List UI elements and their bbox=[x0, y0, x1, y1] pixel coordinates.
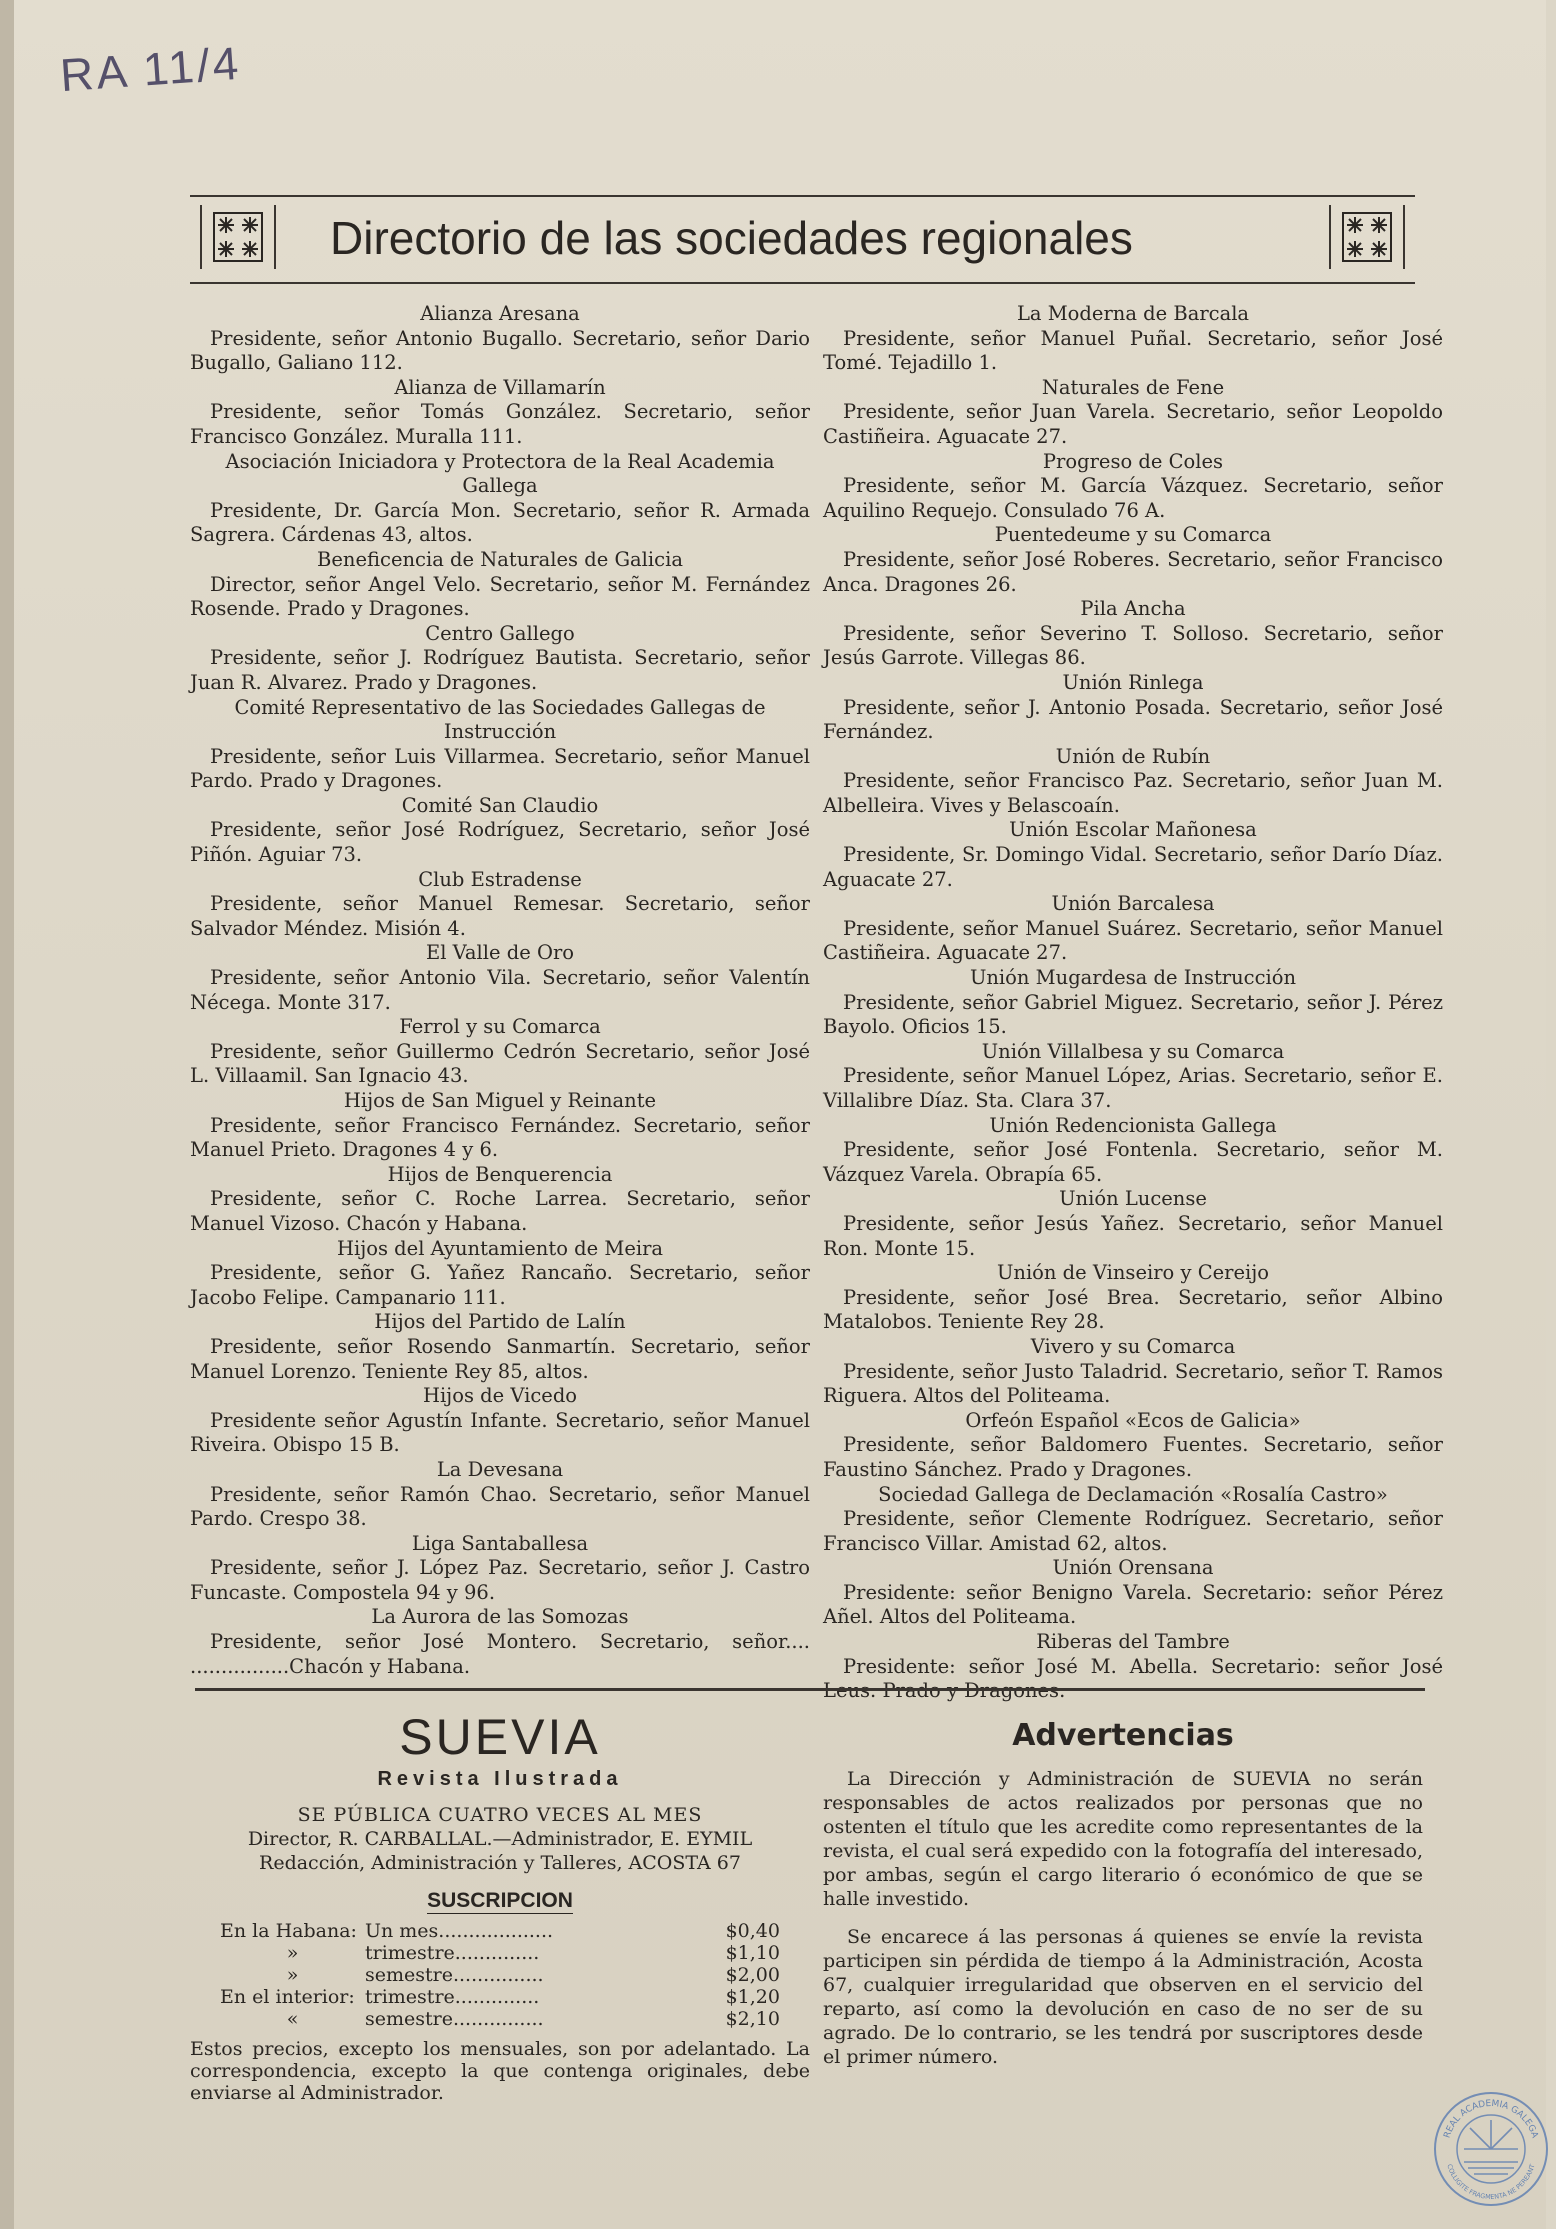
page-edge bbox=[0, 0, 14, 2229]
society-name: Unión Lucense bbox=[1059, 1187, 1207, 1211]
society-name: La Moderna de Barcala bbox=[1016, 302, 1250, 325]
price-place: » bbox=[286, 1964, 299, 1986]
price-place: » bbox=[286, 1942, 299, 1964]
price-table bbox=[220, 1920, 780, 2030]
society-entry bbox=[190, 1384, 810, 1458]
society-officers: Presidente, señor Clemente Rodríguez. Secretario, señor Francisco Villar. Amistad 62, altos. bbox=[823, 1507, 1443, 1555]
society-officers: Presidente señor Agustín Infante. Secretario, señor Manuel Riveira. Obispo 15 B. bbox=[190, 1408, 810, 1457]
society-officers: Presidente, señor José Roberes. Secretario, señor Francisco Anca. Dragones 26. bbox=[823, 547, 1443, 596]
society-officers: Presidente, señor José Rodríguez, Secretario, señor José Piñón. Aguiar 73. bbox=[190, 818, 810, 867]
price-row bbox=[220, 1920, 780, 1942]
society-name: Unión Orensana bbox=[1052, 1556, 1214, 1580]
society-entry bbox=[190, 376, 810, 450]
society-officers: Presidente, señor Guillermo Cedrón Secretario, señor José L. Villaamil. San Ignacio 43. bbox=[190, 1039, 810, 1088]
handwritten-annotation: RA 11/4 bbox=[58, 36, 243, 102]
society-name: El Valle de Oro bbox=[425, 941, 575, 965]
society-name: Orfeón Español «Ecos de Galicia» bbox=[965, 1408, 1301, 1432]
society-officers: Presidente, señor M. García Vázquez. Secretario, señor Aquilino Requejo. Consulado 76 A. bbox=[823, 474, 1443, 522]
directory-header bbox=[190, 195, 1415, 284]
advertencias-paragraph: Se encarece á las personas á quienes se envíe la revista participen sin pérdida de tiempo á la Administración, Acosta 67, cualquier irregularidad que observen en el servicio del reparto, así como la devolución en caso de no ser de su agrado. De lo contrario, se les tendrá por suscriptores desde el primer número. bbox=[823, 1926, 1423, 2068]
society-officers: Presidente, señor J. Antonio Posada. Secretario, señor José Fernández. bbox=[823, 695, 1443, 744]
society-entry bbox=[190, 622, 810, 696]
society-officers: Presidente, señor J. Rodríguez Bautista. Secretario, señor Juan R. Alvarez. Prado y Dragones. bbox=[190, 646, 810, 694]
price-row bbox=[220, 1964, 780, 1986]
magazine-title: SUEVIA bbox=[399, 1709, 601, 1765]
stamp-text: REAL ACADEMIA GALEGA bbox=[1442, 2098, 1540, 2140]
price-period: semestre............... bbox=[365, 2008, 544, 2030]
society-entry bbox=[190, 1089, 810, 1163]
society-entry bbox=[823, 1187, 1443, 1261]
society-entry bbox=[190, 302, 810, 376]
price-period: semestre............... bbox=[365, 1964, 544, 1986]
society-name: Unión Rinlega bbox=[1062, 670, 1204, 694]
society-officers: Presidente, señor José Montero. Secretario, señor.... ................Chacón y Habana. bbox=[190, 1630, 810, 1678]
society-officers: Presidente, señor Francisco Paz. Secretario, señor Juan M. Albelleira. Vives y Belascoaín. bbox=[823, 769, 1443, 817]
society-name: Liga Santaballesa bbox=[411, 1531, 589, 1555]
society-entry bbox=[823, 450, 1443, 524]
society-entry bbox=[823, 597, 1443, 671]
society-officers: Presidente, señor Ramón Chao. Secretario, señor Manuel Pardo. Crespo 38. bbox=[190, 1482, 810, 1531]
price-amount: $2,00 bbox=[725, 1964, 780, 1986]
society-name: Hijos del Partido de Lalín bbox=[374, 1310, 626, 1334]
society-officers: Presidente, señor Severino T. Solloso. Secretario, señor Jesús Garrote. Villegas 86. bbox=[823, 621, 1443, 670]
advertencias-title: Advertencias bbox=[1012, 1718, 1234, 1753]
magazine-subtitle: Revista Ilustrada bbox=[377, 1768, 623, 1790]
page-title: Directorio de las sociedades regionales bbox=[330, 212, 1133, 264]
society-officers: Presidente, señor José Fontenla. Secretario, señor M. Vázquez Varela. Obrapía 65. bbox=[823, 1138, 1443, 1186]
society-name: Unión Villalbesa y su Comarca bbox=[981, 1039, 1285, 1063]
society-entry bbox=[190, 450, 810, 548]
society-name: Unión Mugardesa de Instrucción bbox=[969, 966, 1297, 990]
society-name: Hijos de Benquerencia bbox=[387, 1162, 613, 1186]
society-entry bbox=[190, 1310, 810, 1384]
society-entry bbox=[823, 1630, 1443, 1704]
society-officers: Presidente, señor Manuel Puñal. Secretario, señor José Tomé. Tejadillo 1. bbox=[823, 326, 1443, 375]
publication-frequency: SE PÚBLICA CUATRO VECES AL MES bbox=[297, 1804, 703, 1826]
society-entry bbox=[190, 794, 810, 868]
society-name: Hijos del Ayuntamiento de Meira bbox=[336, 1236, 664, 1260]
society-officers: Presidente, señor Tomás González. Secretario, señor Francisco González. Muralla 111. bbox=[190, 400, 810, 448]
society-entry bbox=[190, 1532, 810, 1606]
society-entry bbox=[190, 696, 810, 794]
society-entry bbox=[823, 376, 1443, 450]
price-period: Un mes................... bbox=[365, 1920, 554, 1942]
society-entry bbox=[823, 1114, 1443, 1188]
society-officers: Presidente, señor Baldomero Fuentes. Secretario, señor Faustino Sánchez. Prado y Dragones. bbox=[823, 1433, 1443, 1481]
society-name: Unión de Rubín bbox=[1055, 744, 1211, 768]
society-entry bbox=[823, 671, 1443, 745]
price-amount: $0,40 bbox=[725, 1920, 780, 1942]
society-officers: Presidente: señor José M. Abella. Secretario: señor José Leus. Prado y Dragones. bbox=[823, 1654, 1443, 1703]
society-officers: Presidente, señor Jesús Yañez. Secretario, señor Manuel Ron. Monte 15. bbox=[823, 1211, 1443, 1260]
society-name: Hijos de Vicedo bbox=[422, 1384, 578, 1408]
academy-stamp bbox=[1432, 2090, 1550, 2208]
price-amount: $1,10 bbox=[725, 1942, 780, 1964]
advertencias-section bbox=[823, 1700, 1423, 2069]
society-name: Beneficencia de Naturales de Galicia bbox=[317, 547, 683, 571]
society-entry bbox=[190, 941, 810, 1015]
society-entry bbox=[190, 1163, 810, 1237]
society-name: Comité Representativo de las Sociedades Gallegas de Instrucción bbox=[234, 695, 766, 744]
price-place: En la Habana: bbox=[220, 1920, 357, 1942]
price-place: En el interior: bbox=[220, 1986, 355, 2008]
society-officers: Presidente, señor Francisco Fernández. Secretario, señor Manuel Prieto. Dragones 4 y 6. bbox=[190, 1113, 810, 1162]
society-entry bbox=[823, 1335, 1443, 1409]
society-name: Puentedeume y su Comarca bbox=[994, 523, 1272, 547]
stamp-motto: COLLIGITE FRAGMENTA NE PEREANT bbox=[1445, 2163, 1537, 2202]
society-officers: Presidente, señor Rosendo Sanmartín. Secretario, señor Manuel Lorenzo. Teniente Rey 85, altos. bbox=[190, 1334, 810, 1383]
price-amount: $1,20 bbox=[725, 1986, 780, 2008]
price-row bbox=[220, 1986, 780, 2008]
address-line: Redacción, Administración y Talleres, ACOSTA 67 bbox=[259, 1852, 741, 1874]
society-name: Centro Gallego bbox=[425, 621, 575, 645]
society-entry bbox=[190, 1015, 810, 1089]
society-officers: Presidente, señor Manuel López, Arias. Secretario, señor E. Villalibre Díaz. Sta. Clara 37. bbox=[823, 1064, 1443, 1112]
society-officers: Presidente, señor Justo Taladrid. Secretario, señor T. Ramos Riguera. Altos del Politeama. bbox=[823, 1359, 1443, 1408]
society-name: Vivero y su Comarca bbox=[1030, 1334, 1236, 1358]
society-officers: Presidente, señor Antonio Vila. Secretario, señor Valentín Nécega. Monte 317. bbox=[190, 966, 810, 1014]
society-entry bbox=[190, 1237, 810, 1311]
society-name: Riberas del Tambre bbox=[1036, 1630, 1230, 1654]
society-name: Unión Escolar Mañonesa bbox=[1009, 818, 1257, 842]
society-entry bbox=[823, 523, 1443, 597]
society-name: Naturales de Fene bbox=[1041, 375, 1225, 399]
subscription-heading: SUSCRIPCION bbox=[427, 1889, 573, 1912]
society-entry bbox=[190, 1605, 810, 1679]
society-officers: Presidente: señor Benigno Varela. Secretario: señor Pérez Añel. Altos del Politeama. bbox=[823, 1580, 1443, 1629]
price-row bbox=[220, 2008, 780, 2030]
society-name: Alianza de Villamarín bbox=[394, 375, 606, 399]
staff-line: Director, R. CARBALLAL.—Administrador, E. EYMIL bbox=[247, 1828, 753, 1850]
snowflake-ornament-icon bbox=[1329, 205, 1405, 269]
society-entry bbox=[823, 1261, 1443, 1335]
price-row bbox=[220, 1942, 780, 1964]
society-officers: Presidente, señor Luis Villarmea. Secretario, señor Manuel Pardo. Prado y Dragones. bbox=[190, 744, 810, 793]
society-officers: Presidente, señor J. López Paz. Secretario, señor J. Castro Funcaste. Compostela 94 y 96. bbox=[190, 1556, 810, 1604]
society-officers: Presidente, señor Manuel Remesar. Secretario, señor Salvador Méndez. Misión 4. bbox=[190, 892, 810, 940]
society-officers: Presidente, señor Antonio Bugallo. Secretario, señor Dario Bugallo, Galiano 112. bbox=[190, 326, 810, 375]
section-divider bbox=[195, 1688, 1425, 1691]
society-entry bbox=[823, 1556, 1443, 1630]
society-entry bbox=[823, 966, 1443, 1040]
directory-column-left bbox=[190, 302, 810, 1679]
society-entry bbox=[823, 1040, 1443, 1114]
society-name: Pila Ancha bbox=[1080, 597, 1186, 621]
society-officers: Presidente, señor Manuel Suárez. Secretario, señor Manuel Castiñeira. Aguacate 27. bbox=[823, 916, 1443, 965]
society-name: Unión de Vinseiro y Cereijo bbox=[996, 1261, 1270, 1285]
price-period: trimestre.............. bbox=[365, 1986, 540, 2008]
society-name: La Aurora de las Somozas bbox=[371, 1605, 629, 1629]
society-officers: Presidente, Dr. García Mon. Secretario, señor R. Armada Sagrera. Cárdenas 43, altos. bbox=[190, 498, 810, 547]
society-officers: Presidente, Sr. Domingo Vidal. Secretario, señor Darío Díaz. Aguacate 27. bbox=[823, 843, 1443, 891]
price-amount: $2,10 bbox=[725, 2008, 780, 2030]
society-entry bbox=[190, 548, 810, 622]
society-officers: Presidente, señor Gabriel Miguez. Secretario, señor J. Pérez Bayolo. Oficios 15. bbox=[823, 990, 1443, 1039]
society-name: Progreso de Coles bbox=[1042, 449, 1224, 473]
society-name: Sociedad Gallega de Declamación «Rosalía Castro» bbox=[878, 1482, 1388, 1506]
snowflake-ornament-icon bbox=[200, 205, 276, 269]
society-name: Hijos de San Miguel y Reinante bbox=[343, 1089, 657, 1112]
society-officers: Presidente, señor José Brea. Secretario, señor Albino Matalobos. Teniente Rey 28. bbox=[823, 1285, 1443, 1334]
price-place: « bbox=[286, 2008, 299, 2030]
society-name: Alianza Aresana bbox=[420, 302, 580, 325]
subscription-note: Estos precios, excepto los mensuales, son por adelantado. La correspondencia, excepto la que contenga originales, debe enviarse al Administrador. bbox=[190, 2038, 810, 2104]
society-name: Unión Barcalesa bbox=[1051, 892, 1215, 916]
society-entry bbox=[823, 745, 1443, 819]
society-entry bbox=[823, 302, 1443, 376]
society-name: La Devesana bbox=[436, 1457, 564, 1481]
society-entry bbox=[190, 1458, 810, 1532]
advertencias-paragraph: La Dirección y Administración de SUEVIA no serán responsables de actos realizados por personas que no ostenten el título que les acredite como representantes de la revista, el cual será expedido con la fotografía del interesado, por ambas, según el cargo literario ó económico de que se halle investido. bbox=[823, 1768, 1423, 1910]
society-officers: Presidente, señor G. Yañez Rancaño. Secretario, señor Jacobo Felipe. Campanario 111. bbox=[190, 1261, 810, 1309]
society-officers: Director, señor Angel Velo. Secretario, señor M. Fernández Rosende. Prado y Dragones. bbox=[190, 572, 810, 621]
society-entry bbox=[190, 868, 810, 942]
society-name: Comité San Claudio bbox=[401, 793, 599, 817]
society-entry bbox=[823, 892, 1443, 966]
society-entry bbox=[823, 818, 1443, 892]
society-name: Unión Redencionista Gallega bbox=[989, 1113, 1277, 1137]
society-entry bbox=[823, 1483, 1443, 1557]
society-name: Asociación Iniciadora y Protectora de la Real Academia Gallega bbox=[225, 449, 775, 498]
society-name: Ferrol y su Comarca bbox=[399, 1015, 601, 1039]
price-period: trimestre.............. bbox=[365, 1942, 540, 1964]
society-officers: Presidente, señor C. Roche Larrea. Secretario, señor Manuel Vizoso. Chacón y Habana. bbox=[190, 1187, 810, 1235]
directory-column-right bbox=[823, 302, 1443, 1704]
society-name: Club Estradense bbox=[418, 867, 582, 891]
society-officers: Presidente, señor Juan Varela. Secretario, señor Leopoldo Castiñeira. Aguacate 27. bbox=[823, 400, 1443, 448]
society-entry bbox=[823, 1409, 1443, 1483]
suevia-masthead bbox=[190, 1700, 810, 2104]
